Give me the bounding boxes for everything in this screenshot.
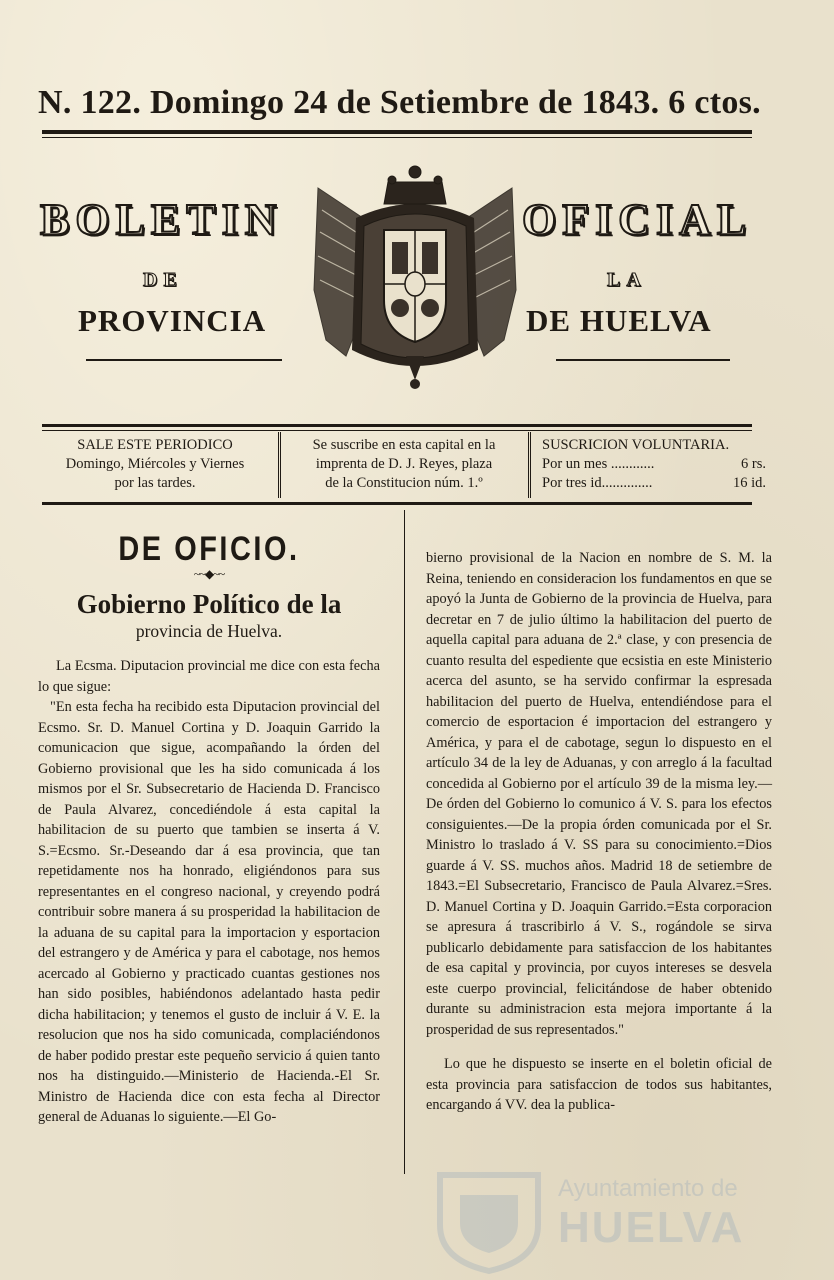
watermark [430,1165,770,1275]
left-column [38,506,380,1128]
masthead-provincia: PROVINCIA [78,303,267,338]
info-publication-days: Domingo, Miércoles y Viernes [65,456,245,472]
price-label: Por un mes ............ [542,456,655,472]
article-body: "En esta fecha ha recibido esta Diputacion provincial del Ecsmo. Sr. D. Manuel Cortina y D. Joaquin Garrido la comunicacion que sigue, acompañando la órden del Gobierno provisional que les ha sido comunicada á los mismos por el Sr. Subsecretario de Hacienda D. Francisco de Paula Alvarez, concediéndole á esta capital la habilitacion de su puerto que tambien se inserta á V. S.=Ecsmo. Sr.-Deseando dar á esa provincia, que tan repetidamente nos ha honrado, eligiéndonos para sus representantes en el congreso nacional, y creyendo podrá contribuir sobre manera á su prosperidad la habilitacion de la aduana de su capital para la importacion y esportacion del estrangero y de América y para el cabotage, nos hemos acercado al Gobierno y practicado cuantas gestiones nos han sido posibles, habiéndonos adelantado hasta pedir dicha habilitacion; y tenemos el gusto de incluir á V. E. la resolucion que nos ha sido comunicada, complaciéndonos de haber podido prestar este pequeño servicio á quien tanto nos ha distinguido.—Ministerio de Hacienda.-El Sr. Ministro de Hacienda dice con esta fecha al Director general de Aduanas lo siguiente.—El Go- [38,699,380,1125]
right-column [426,548,772,1116]
masthead-boletin: BOLETIN [40,195,283,244]
masthead-la: LA [607,269,647,291]
section-heading: DE OFICIO. [118,530,300,568]
header-rule-thin [42,137,752,138]
info-place-line1: Se suscribe en esta capital en la [312,437,496,453]
price-row [542,474,766,493]
column-divider [404,510,405,1174]
info-publication [40,436,270,496]
info-place-line3: de la Constitucion núm. 1.º [325,475,483,491]
price-value: 16 id. [732,475,766,491]
price-label: Por tres id.............. [542,475,653,491]
city-shield-icon [430,1165,548,1275]
masthead-de-huelva: DE HUELVA [526,303,712,338]
masthead-oficial: OFICIAL [522,195,753,244]
info-subscription-place [288,436,520,496]
masthead-de: DE [143,269,183,291]
info-place-line2: imprenta de D. J. Reyes, plaza [315,456,493,472]
flourish-ornament: ~~◆~~ [193,567,225,581]
info-subscription-prices [542,436,766,496]
header-rule [42,130,752,134]
watermark-line2: HUELVA [558,1203,745,1252]
article-body-continued: bierno provisional de la Nacion en nombre de S. M. la Reina, teniendo en consideracion los fundamentos en que se apoyó la Junta de Gobierno de la provincia de Huelva, para decretar en 7 de julio último la habilitacion del puerto de aquella capital para aduana de 2.ª clase, y con presencia de cuanto resulta del espediente que ecsistia en este Ministerio acerca del asunto, se ha servido confirmar la espresada habilitacion del puerto de Huelva, entendiéndose para el comercio de esportacion é importacion del estrangero y América, y para el de cabotage, segun lo dispuesto en el artículo 34 de la ley de Aduanas, y con arreglo á la facultad concedida al Gobierno por el artículo 39 de la misma ley.—De órden del Gobierno lo comunico á V. S. para los efectos consiguientes.—De la propia órden comunicada por el Sr. Ministro lo traslado á V. SS para su conocimiento.=Dios guarde á V. SS. muchos años. Madrid 18 de setiembre de 1843.=El Subsecretario, Francisco de Paula Alvarez.=Sres. D. Manuel Cortina y D. Joaquin Garrido.=Esta corporacion se apresura á trascribirlo á V. S., rogándole se sirva publicarlo debidamente para satisfaccion de los habitantes de esa capital y provincia, por cuyos intereses se desvela este cuerpo provincial, felicitándose de haber obtenido durante su administracion esta mejora importante á la prosperidad de sus representados." [426,550,772,1038]
info-publication-title: SALE ESTE PERIODICO [77,437,233,453]
masthead-underline-left [86,359,282,361]
masthead-rule [42,424,752,427]
issue-line: N. 122. Domingo 24 de Setiembre de 1843. 6 ctos. [38,84,761,121]
article-closing: Lo que he dispuesto se inserte en el boletin oficial de esta provincia para satisfaccion de todos sus habitantes, encargando á VV. dea la publica- [426,1056,772,1113]
coat-of-arms-icon [306,160,524,396]
masthead-underline-right [556,359,730,361]
info-separator [278,432,282,498]
info-publication-time: por las tardes. [114,475,196,491]
info-prices-title: SUSCRICION VOLUNTARIA. [542,437,730,453]
price-value: 6 rs. [741,456,766,472]
price-row [542,455,766,474]
info-rule [42,502,752,505]
watermark-line1: Ayuntamiento de [558,1175,738,1202]
article-title: Gobierno Político de la [76,589,342,619]
article-intro: La Ecsma. Diputacion provincial me dice con esta fecha lo que sigue: [38,658,380,695]
masthead-rule-thin [42,430,752,431]
article-subtitle: provincia de Huelva. [135,621,283,641]
info-separator [528,432,532,498]
